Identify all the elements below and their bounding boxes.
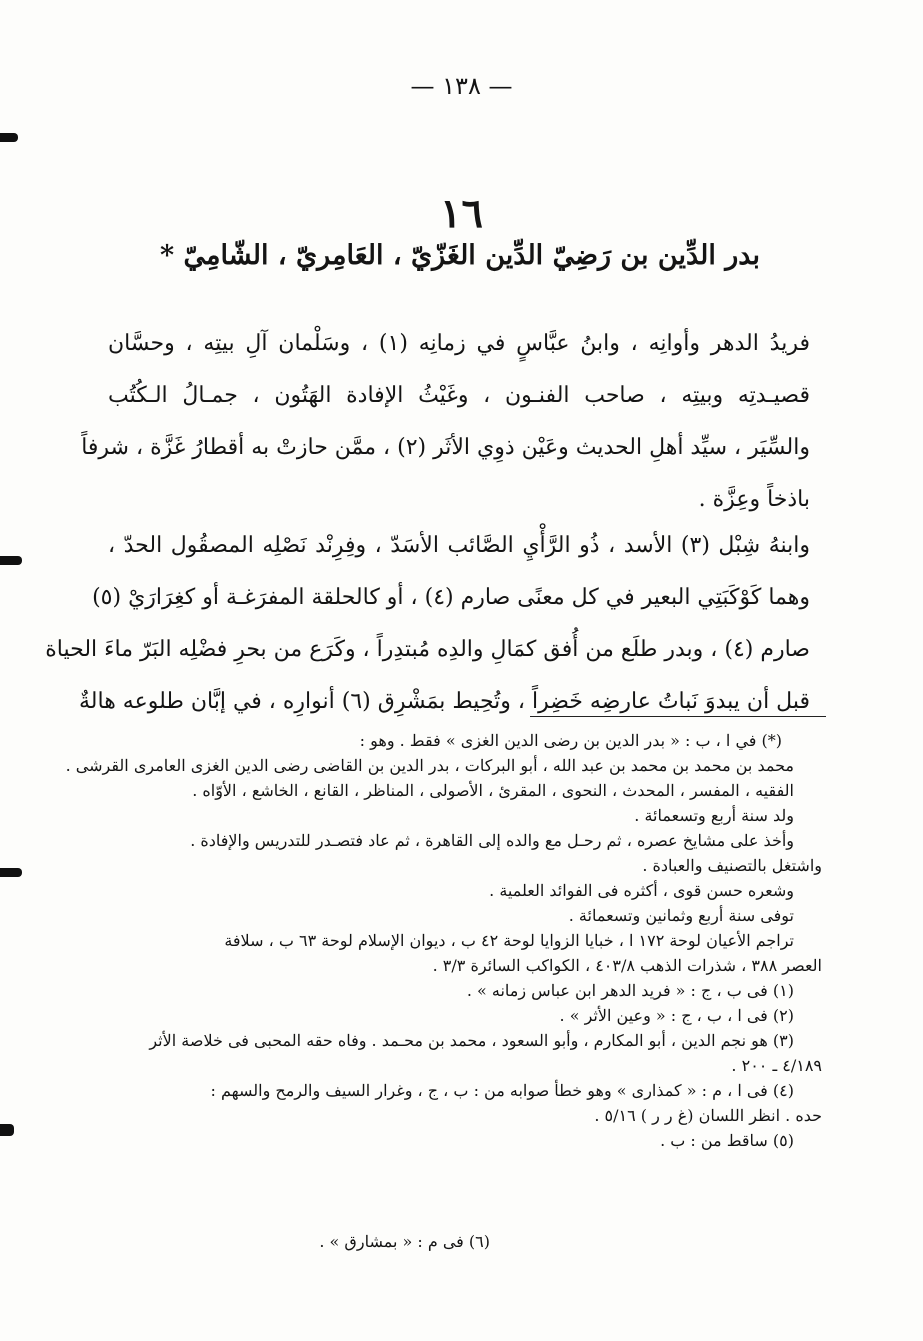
page-edge-mark (0, 868, 22, 877)
footnote-line: ولد سنة أربع وتسعمائة . (634, 806, 794, 825)
footnote-line: حده . انظر اللسان (غ ر ر ) ٥/١٦ . (594, 1106, 822, 1125)
footnote-line: الفقيه ، المفسر ، المحدث ، النحوى ، المقرئ ، الأصولى ، المناظر ، القانع ، الخاشع ، الأوّاه . (192, 781, 794, 800)
page-edge-mark (0, 556, 22, 565)
body-line: فريدُ الدهر وأوانِه ، وابنُ عبَّاسٍ في زمانِه (١) ، وسَلْمان آلِ بيتِه ، وحسَّان (108, 331, 810, 356)
footnote-line: محمد بن محمد بن محمد بن عبد الله ، أبو البركات ، بدر الدين بن القاضى رضى الدين الغزى العامرى القرشى . (65, 756, 794, 775)
entry-number: ١٦ (440, 190, 483, 237)
footnote-line: (٥) ساقط من : ب . (660, 1131, 794, 1150)
footnote-line: (٤) فى ا ، م : « كمذارى » وهو خطأ صوابه من : ب ، ج ، وغرار السيف والرمح والسهم : (210, 1081, 794, 1100)
body-line: باذخاً وعِزَّة . (698, 487, 810, 512)
footnote-line: العصر ٣٨٨ ، شذرات الذهب ٤٠٣/٨ ، الكواكب السائرة ٣/٣ . (432, 956, 822, 975)
footnote-line: (١) فى ب ، ج : « فريد الدهر ابن عباس زمانه » . (466, 981, 794, 1000)
footnote-line: تراجم الأعيان لوحة ١٧٢ ا ، خبايا الزوايا لوحة ٤٢ ب ، ديوان الإسلام لوحة ٦٣ ب ، سلافة (224, 931, 794, 950)
footnote-divider (530, 716, 826, 717)
footnote-line: (٦) فى م : « بمشارق » . (319, 1232, 490, 1251)
body-line: وهما كَوْكَبَتِي البعير في كل معنًى صارم (٤) ، أو كالحلقة المفرَغـة أو كغِرَارَيْ (٥) (92, 585, 810, 610)
body-line: قبل أن يبدوَ نَباتُ عارضِه خَضِراً ، وتُحِيط بمَشْرِق (٦) أنوارِه ، في إبَّان طلوعه هالةٌ (79, 689, 810, 714)
entry-title: بدر الدِّين بن رَضِيّ الدِّين الغَزّيّ ، العَامِريّ ، الشّامِيّ * (159, 240, 760, 271)
body-line: قصيـدتِه وبيتِه ، صاحب الفنـون ، وغَيْثُ الإفادة الهَتُون ، جمـالُ الـكُتُب (108, 383, 810, 408)
body-line: صارم (٤) ، وبدر طلَع من أُفق كمَالِ والدِه مُبتدِراً ، وكَرَع من بحرِ فضْلِه البَرّ ماءَ الحياة (45, 637, 810, 662)
footnotes (65, 728, 822, 1153)
footnote-line: (٢) فى ا ، ب ، ج : « وعين الأثر » . (559, 1006, 794, 1025)
footnote-line: واشتغل بالتصنيف والعبادة . (642, 856, 822, 875)
page-edge-mark (0, 1124, 14, 1136)
page-number: — ١٣٨ — (410, 72, 513, 100)
footnote-line: وأخذ على مشايخ عصره ، ثم رحـل مع والده إلى القاهرة ، ثم عاد فتصـدر للتدريس والإفادة . (190, 831, 794, 850)
body-line: والسِّيَر ، سيِّد أهلِ الحديث وعَيْن ذوِي الأثَر (٢) ، ممَّن حازتْ به أقطارُ غَزَّة ، شرفاً (81, 435, 810, 460)
footnote-line: وشعره حسن قوى ، أكثره فى الفوائد العلمية . (489, 881, 794, 900)
footnote-line: ٤/١٨٩ ـ ٢٠٠ . (731, 1056, 822, 1075)
body-paragraph-2 (45, 520, 810, 728)
page-edge-mark (0, 133, 18, 142)
body-paragraph-1 (81, 318, 810, 526)
body-line: وابنهُ شِبْل (٣) الأسد ، ذُو الرَّأْيِ الصَّائب الأسَدّ ، وفِرِنْد نَصْلِه المصقُول الحدّ ، (108, 533, 810, 558)
footnote-line: توفى سنة أربع وثمانين وتسعمائة . (568, 906, 794, 925)
footnote-line: (*) في ا ، ب : « بدر الدين بن رضى الدين الغزى » فقط . وهو : (359, 731, 782, 750)
footnote-line: (٣) هو نجم الدين ، أبو المكارم ، وأبو السعود ، محمد بن محـمد . وفاه حقه المحبى فى خلاصة الأثر (149, 1031, 794, 1050)
